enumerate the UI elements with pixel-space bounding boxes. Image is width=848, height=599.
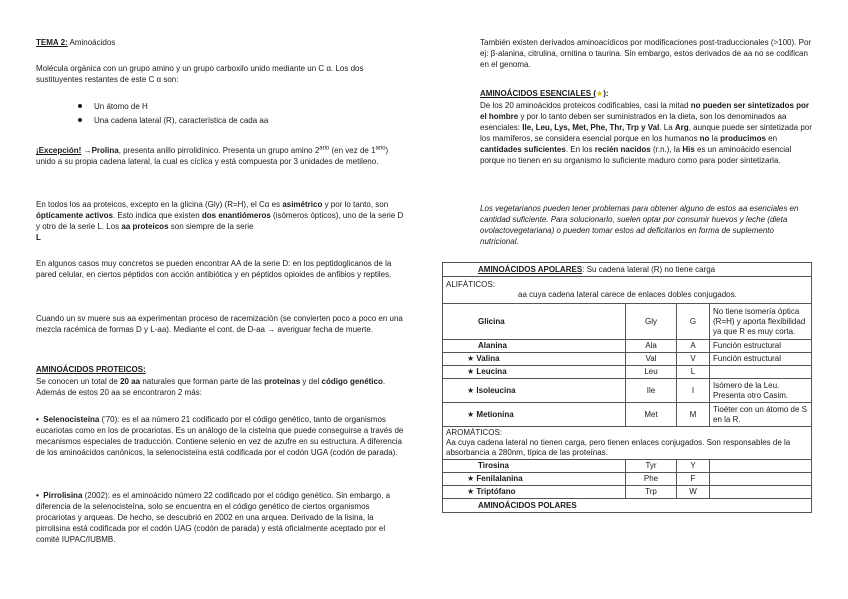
abbr-cell: Trp <box>626 486 677 499</box>
letter-cell: M <box>677 403 710 427</box>
amino-acid-row <box>443 353 812 366</box>
amino-acid-row <box>443 460 812 473</box>
alifaticos-body <box>443 304 812 427</box>
star-icon: ★ <box>467 385 475 395</box>
letter-cell: Y <box>677 460 710 473</box>
note-cell <box>710 486 812 499</box>
abbr-cell: Ile <box>626 379 677 403</box>
amino-acid-name: Alanina <box>478 341 507 350</box>
tema-heading: TEMA 2: Aminoácidos <box>36 38 116 47</box>
abbr-cell: Phe <box>626 473 677 486</box>
pirrolisina-paragraph: • Pirrolisina (2002): es el aminoácido número 22 codificado por el código genético. Sin embargo, a diferencia de la selenocisteína, solo se encuentra en el código genético de ciertos organismos procariotas y arqueas. De hecho, se descubrió en 2002 en una arquea. Derivado de la lisina, la pirrolisina está codificada por el codón UAG (codón de parada) y está oficialmente aceptado por el comité IUPAC/IUBMB. <box>36 491 391 544</box>
letter-cell: I <box>677 379 710 403</box>
amino-acid-name: Metionina <box>476 409 514 419</box>
amino-acid-row <box>443 340 812 353</box>
serie-d-paragraph: En algunos casos muy concretos se pueden encontrar AA de la serie D: en los peptidoglicanos de la pared celular, en ciertos péptidos con acción antibiótica y en péptidos opioides de anfibios y reptiles. <box>36 259 392 279</box>
star-icon: ★ <box>596 89 604 98</box>
note-cell: Isómero de la Leu. Presenta otro Casim. <box>710 379 812 403</box>
star-icon: ★ <box>467 367 475 376</box>
amino-acid-row <box>443 403 812 427</box>
bullet-item: Una cadena lateral (R), característica de cada aa <box>78 115 268 126</box>
polares-row: AMINOÁCIDOS POLARES <box>443 499 812 513</box>
letter-cell: W <box>677 486 710 499</box>
abbr-cell: Tyr <box>626 460 677 473</box>
abbr-cell: Ala <box>626 340 677 353</box>
aromaticos-body <box>443 460 812 499</box>
star-icon: ★ <box>467 409 475 419</box>
note-cell: Función estructural <box>710 353 812 366</box>
esenciales-paragraph: De los 20 aminoácidos proteicos codificables, casi la mitad no pueden ser sintetizados por el hombre y por lo tanto deben ser suministrados en la dieta, son los denominados aa esenciales: Ile, Leu, Lys, Met, Phe, Thr, Trp y Val. La Arg, aunque puede ser sintetizada por los mamíferos, se considera esencial porque en los humanos no la producimos en cantidades suficientes. En los recién nacidos (r.n.), la His es un aminoácido esencial porque no tienen en su organismo lo suficiente maduro como para poder sintetizarla. <box>480 101 812 165</box>
amino-acid-name: Triptófano <box>476 487 516 496</box>
note-cell: Tioéter con un átomo de S en la R. <box>710 403 812 427</box>
alifaticos-row: ALIFÁTICOS: aa cuya cadena lateral carece de enlaces dobles conjugados. <box>443 277 812 304</box>
selenocisteina-paragraph: • Selenocisteína ('70): es el aa número 21 codificado por el código genético, tanto de organismos eucariotas como en los de procariotas. Es un análogo de la cisteína que puede conseguirse a través de mecanismos especiales de traducción. Contiene selenio en vez de azufre en su estructura. A diferencia de los aminoácidos canónicos, la selenocisteína está codificada por el codón UGA (codón de parada). <box>36 415 404 457</box>
letter-cell: V <box>677 353 710 366</box>
note-cell: Función estructural <box>710 340 812 353</box>
proteicos-paragraph: Se conocen un total de 20 aa naturales que forman parte de las proteínas y del código genético. Además de estos 20 aa se encontraron 2 más: <box>36 377 386 397</box>
amino-acid-row <box>443 473 812 486</box>
derivados-paragraph: También existen derivados aminoacídicos por modificaciones post-traduccionales (>100). Por ej: β-alanina, citrulina, ornitina o taurina. Sin embargo, estos derivados de aa no se codifican en el genoma. <box>480 38 812 69</box>
amino-acid-row <box>443 366 812 379</box>
intro-paragraph: Molécula orgánica con un grupo amino y un grupo carboxilo unido mediante un C α. Los dos sustituyentes restantes de este C α son: <box>36 64 364 84</box>
letter-cell: G <box>677 304 710 340</box>
note-cell: No tiene isomería óptica (R=H) y aporta flexibilidad ya que R es muy corta. <box>710 304 812 340</box>
amino-acid-row <box>443 379 812 403</box>
amino-acid-name: Fenilalanina <box>476 474 523 483</box>
amino-acids-table <box>442 262 812 513</box>
amino-acid-name: Glicina <box>478 316 505 326</box>
letter-cell: L <box>677 366 710 379</box>
abbr-cell: Met <box>626 403 677 427</box>
abbr-cell: Val <box>626 353 677 366</box>
star-icon: ★ <box>467 487 475 496</box>
note-cell <box>710 473 812 486</box>
aromaticos-row: AROMÁTICOS: Aa cuya cadena lateral no tienen carga, pero tienen enlaces conjugados. Son responsables de la absorbancia a 280nm, típica de las proteínas. <box>443 427 812 460</box>
amino-acid-name: Tirosina <box>478 461 509 470</box>
star-icon: ★ <box>467 354 475 363</box>
letter-cell: F <box>677 473 710 486</box>
star-icon: ★ <box>467 474 475 483</box>
amino-acid-name: Leucina <box>476 367 507 376</box>
amino-acid-row <box>443 304 812 340</box>
prolina-paragraph: ¡Excepción! →Prolina, presenta anillo pirrolidínico. Presenta un grupo amino $2^{ario}$ (en vez de $1^{ario}$) unido a su propia cadena lateral, la cual es cíclica y está compuesta por 3 unidades de metileno. <box>36 145 389 166</box>
amino-acid-name: Isoleucina <box>476 385 516 395</box>
note-cell <box>710 366 812 379</box>
amino-acid-row <box>443 486 812 499</box>
note-cell <box>710 460 812 473</box>
amino-acid-name: Valina <box>476 354 500 363</box>
apolares-row: AMINOÁCIDOS APOLARES: Su cadena lateral (R) no tiene carga <box>443 263 812 277</box>
proteicos-heading: AMINOÁCIDOS PROTEICOS: <box>36 365 146 374</box>
esenciales-heading: AMINOÁCIDOS ESENCIALES (★): <box>480 89 609 98</box>
abbr-cell: Leu <box>626 366 677 379</box>
bullet-item: Un átomo de H <box>78 101 148 112</box>
abbr-cell: Gly <box>626 304 677 340</box>
vegetarianos-paragraph: Los vegetarianos pueden tener problemas para obtener alguno de estos aa esenciales en cantidad suficiente. Para solucionarlo, suelen optar por consumir huevos y leche (dieta ovolactovegetariana) o pueden tomar estos ad deficitarios en forma de suplemento nutricional. <box>480 204 799 246</box>
quiralidad-paragraph: En todos los aa proteicos, excepto en la glicina (Gly) (R=H), el Cα es asimétrico y por lo tanto, son ópticamente activos. Esto indica que existen dos enantiómeros (isómeros ópticos), uno de la serie D y otro de la serie L. Los aa proteicos son siempre de la serie L <box>36 200 404 242</box>
racemizacion-paragraph: Cuando un sv muere sus aa experimentan proceso de racemización (se convierten poco a poco en una mezcla racémica de formas D y L-aa). Mediante el cont. de D-aa → averiguar fecha de muerte. <box>36 314 403 334</box>
letter-cell: A <box>677 340 710 353</box>
